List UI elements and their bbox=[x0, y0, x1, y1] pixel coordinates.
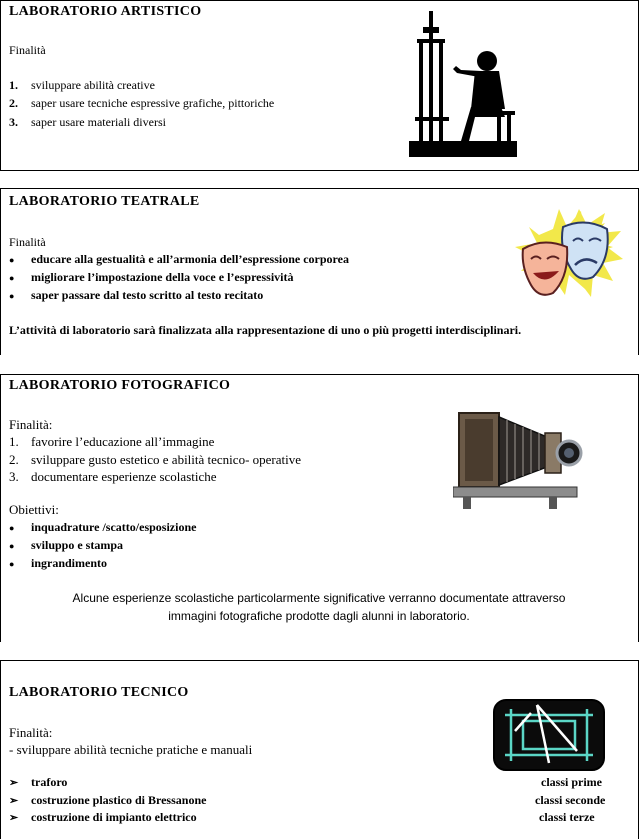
finalita-label: Finalità bbox=[9, 235, 46, 249]
list-item bbox=[9, 252, 349, 267]
item-number: 2. bbox=[9, 96, 18, 110]
list-item bbox=[9, 810, 197, 825]
finalita-label: Finalità bbox=[9, 43, 46, 57]
section-laboratorio-fotografico bbox=[0, 374, 639, 642]
theatre-masks-illustration bbox=[509, 205, 627, 305]
list-item bbox=[9, 270, 294, 285]
item-number: 1. bbox=[9, 78, 18, 92]
list-item bbox=[9, 434, 214, 450]
list-item bbox=[9, 538, 123, 553]
item-text: documentare esperienze scolastiche bbox=[31, 469, 217, 484]
section-title: LABORATORIO FOTOGRAFICO bbox=[9, 378, 231, 393]
arrow-bullet-icon: ➢ bbox=[9, 812, 19, 824]
list-item bbox=[9, 520, 196, 535]
list-item bbox=[9, 96, 274, 111]
arrow-bullet-icon: ➢ bbox=[9, 777, 19, 789]
bullet: ● bbox=[9, 291, 15, 302]
item-text: costruzione di impianto elettrico bbox=[31, 810, 197, 824]
bullet: ● bbox=[9, 255, 15, 266]
section-title: LABORATORIO TEATRALE bbox=[9, 194, 200, 209]
finalita-text: - sviluppare abilità tecniche pratiche e manuali bbox=[9, 742, 253, 757]
item-number: 2. bbox=[9, 452, 19, 467]
classe-label: classi prime bbox=[541, 775, 602, 789]
finalita-label: Finalità: bbox=[9, 725, 53, 740]
item-text: educare alla gestualità e all’armonia dell’espressione corporea bbox=[31, 252, 349, 266]
section-title: LABORATORIO TECNICO bbox=[9, 685, 189, 700]
list-item bbox=[9, 288, 263, 303]
list-item bbox=[9, 78, 155, 93]
item-text: sviluppo e stampa bbox=[31, 538, 124, 552]
item-text: ingrandimento bbox=[31, 556, 108, 570]
bullet: ● bbox=[9, 541, 15, 552]
finalita-label: Finalità: bbox=[9, 417, 53, 432]
list-item bbox=[9, 115, 166, 130]
section-laboratorio-teatrale bbox=[0, 188, 639, 355]
item-number: 1. bbox=[9, 434, 19, 449]
item-text: saper usare tecniche espressive grafiche, pittoriche bbox=[31, 96, 275, 110]
item-text: favorire l’educazione all’immagine bbox=[31, 434, 215, 449]
obiettivi-label: Obiettivi: bbox=[9, 502, 59, 517]
item-text: saper usare materiali diversi bbox=[31, 115, 166, 129]
item-text: inquadrature /scatto/esposizione bbox=[31, 520, 197, 534]
list-item bbox=[9, 452, 301, 468]
item-text: migliorare l’impostazione della voce e l’espressività bbox=[31, 270, 294, 284]
list-item bbox=[9, 793, 206, 808]
technical-drawing-compass-logo bbox=[493, 699, 605, 771]
section-note: L’attività di laboratorio sarà finalizzata alla rappresentazione di uno o più progetti interdisciplinari. bbox=[9, 323, 522, 337]
classe-label: classi seconde bbox=[535, 793, 606, 807]
bullet: ● bbox=[9, 273, 15, 284]
bullet: ● bbox=[9, 559, 15, 570]
item-text: sviluppare abilità creative bbox=[31, 78, 155, 92]
section-title: LABORATORIO ARTISTICO bbox=[9, 4, 202, 19]
section-note-line-1: Alcune esperienze scolastiche particolarmente significative verranno documentate attraverso bbox=[72, 591, 566, 605]
item-number: 3. bbox=[9, 469, 19, 484]
list-item bbox=[9, 556, 107, 571]
arrow-bullet-icon: ➢ bbox=[9, 795, 19, 807]
bellows-camera-illustration bbox=[453, 403, 585, 515]
section-note-line-2: immagini fotografiche prodotte dagli alunni in laboratorio. bbox=[168, 609, 470, 623]
item-text: costruzione plastico di Bressanone bbox=[31, 793, 207, 807]
item-text: saper passare dal testo scritto al testo recitato bbox=[31, 288, 264, 302]
section-laboratorio-artistico bbox=[0, 0, 639, 171]
painter-at-easel-illustration bbox=[409, 9, 521, 161]
section-laboratorio-tecnico bbox=[0, 660, 639, 839]
item-text: traforo bbox=[31, 775, 68, 789]
classe-label: classi terze bbox=[539, 810, 595, 824]
list-item bbox=[9, 775, 67, 790]
list-item bbox=[9, 469, 217, 485]
bullet: ● bbox=[9, 523, 15, 534]
item-number: 3. bbox=[9, 115, 18, 129]
item-text: sviluppare gusto estetico e abilità tecnico- operative bbox=[31, 452, 302, 467]
